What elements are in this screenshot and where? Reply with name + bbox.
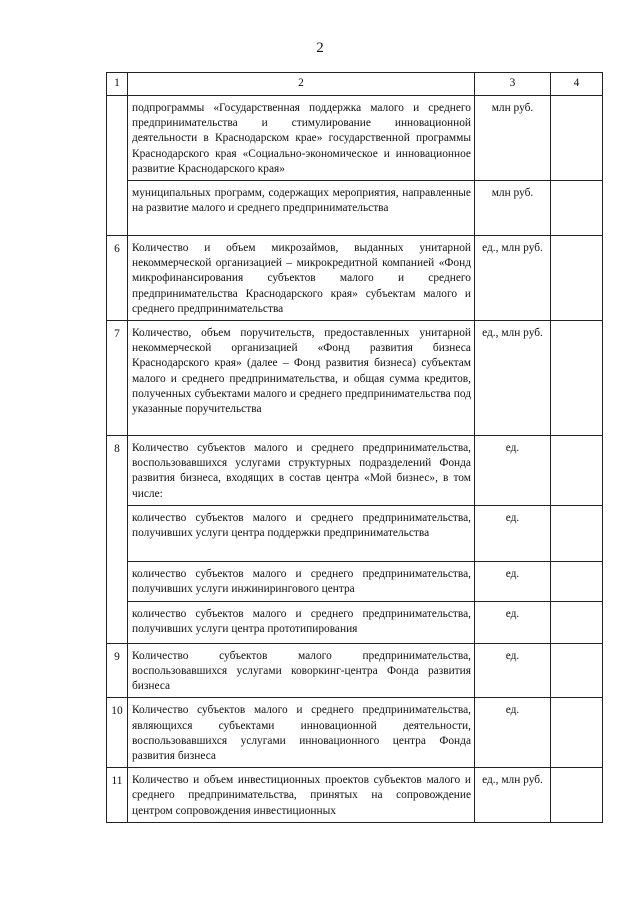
row-value <box>551 768 603 823</box>
indicator-table <box>106 72 603 823</box>
row-number: 8 <box>107 436 128 506</box>
row-number: 6 <box>107 236 128 321</box>
table-row <box>107 436 603 506</box>
row-value <box>551 181 603 236</box>
table-row <box>107 561 603 601</box>
table-row <box>107 643 603 698</box>
header-col-2: 2 <box>128 73 475 96</box>
row-unit: ед. <box>475 505 551 561</box>
row-description: Количество, объем поручительств, предоставленных унитарной некоммерческой организацией «Фонд развития бизнеса Краснодарского края» (далее – Фонд развития бизнеса) субъектам малого и среднего предпринимательства, и общая сумма кредитов, полученных субъектами малого и среднего предпринимательства под указанные поручительства <box>128 321 475 436</box>
header-col-3: 3 <box>475 73 551 96</box>
row-unit: ед., млн руб. <box>475 768 551 823</box>
table-row <box>107 181 603 236</box>
row-value <box>551 698 603 768</box>
row-unit: млн руб. <box>475 96 551 181</box>
page-number: 2 <box>316 40 324 56</box>
table-row <box>107 236 603 321</box>
table-row <box>107 601 603 643</box>
row-description: муниципальных программ, содержащих мероприятия, направленные на развитие малого и среднего предпринимательства <box>128 181 475 236</box>
row-unit: ед. <box>475 698 551 768</box>
row-number: 9 <box>107 643 128 698</box>
row-value <box>551 96 603 181</box>
row-value <box>551 505 603 561</box>
header-col-1: 1 <box>107 73 128 96</box>
row-description: Количество субъектов малого предпринимательства, воспользовавшихся услугами коворкинг-центра Фонда развития бизнеса <box>128 643 475 698</box>
row-unit: ед. <box>475 601 551 643</box>
row-description: подпрограммы «Государственная поддержка малого и среднего предпринимательства и стимулирование инновационной деятельности в Краснодарском крае» государственной программы Краснодарского края «Социально-экономическое и инновационное развитие Краснодарского края» <box>128 96 475 181</box>
row-number: 10 <box>107 698 128 768</box>
row-value <box>551 643 603 698</box>
row-unit: ед., млн руб. <box>475 236 551 321</box>
header-col-4: 4 <box>551 73 603 96</box>
row-description: Количество и объем инвестиционных проектов субъектов малого и среднего предпринимательства, принятых на сопровождение центром сопровождения инвестиционных <box>128 768 475 823</box>
row-number <box>107 601 128 643</box>
row-unit: ед. <box>475 643 551 698</box>
row-value <box>551 321 603 436</box>
row-unit: ед., млн руб. <box>475 321 551 436</box>
row-number <box>107 505 128 561</box>
table-row <box>107 505 603 561</box>
row-unit: ед. <box>475 561 551 601</box>
table-row <box>107 321 603 436</box>
row-unit: млн руб. <box>475 181 551 236</box>
row-description: количество субъектов малого и среднего предпринимательства, получивших услуги инжинирингового центра <box>128 561 475 601</box>
row-description: количество субъектов малого и среднего предпринимательства, получивших услуги центра прототипирования <box>128 601 475 643</box>
row-number <box>107 96 128 181</box>
row-description: количество субъектов малого и среднего предпринимательства, получивших услуги центра поддержки предпринимательства <box>128 505 475 561</box>
row-value <box>551 561 603 601</box>
row-unit: ед. <box>475 436 551 506</box>
row-value <box>551 601 603 643</box>
row-description: Количество и объем микрозаймов, выданных унитарной некоммерческой организацией – микрокредитной компанией «Фонд микрофинансирования субъектов малого и среднего предпринимательства Краснодарского края» субъектам малого и среднего предпринимательства <box>128 236 475 321</box>
row-number <box>107 561 128 601</box>
table-row <box>107 96 603 181</box>
row-number <box>107 181 128 236</box>
table-row <box>107 698 603 768</box>
row-number: 7 <box>107 321 128 436</box>
row-description: Количество субъектов малого и среднего предпринимательства, воспользовавшихся услугами структурных подразделений Фонда развития бизнеса, входящих в состав центра «Мой бизнес», в том числе: <box>128 436 475 506</box>
table-header-row <box>107 73 603 96</box>
table-row <box>107 768 603 823</box>
row-value <box>551 236 603 321</box>
row-value <box>551 436 603 506</box>
row-number: 11 <box>107 768 128 823</box>
row-description: Количество субъектов малого и среднего предпринимательства, являющихся субъектами инновационной деятельности, воспользовавшихся услугами инновационного центра Фонда развития бизнеса <box>128 698 475 768</box>
